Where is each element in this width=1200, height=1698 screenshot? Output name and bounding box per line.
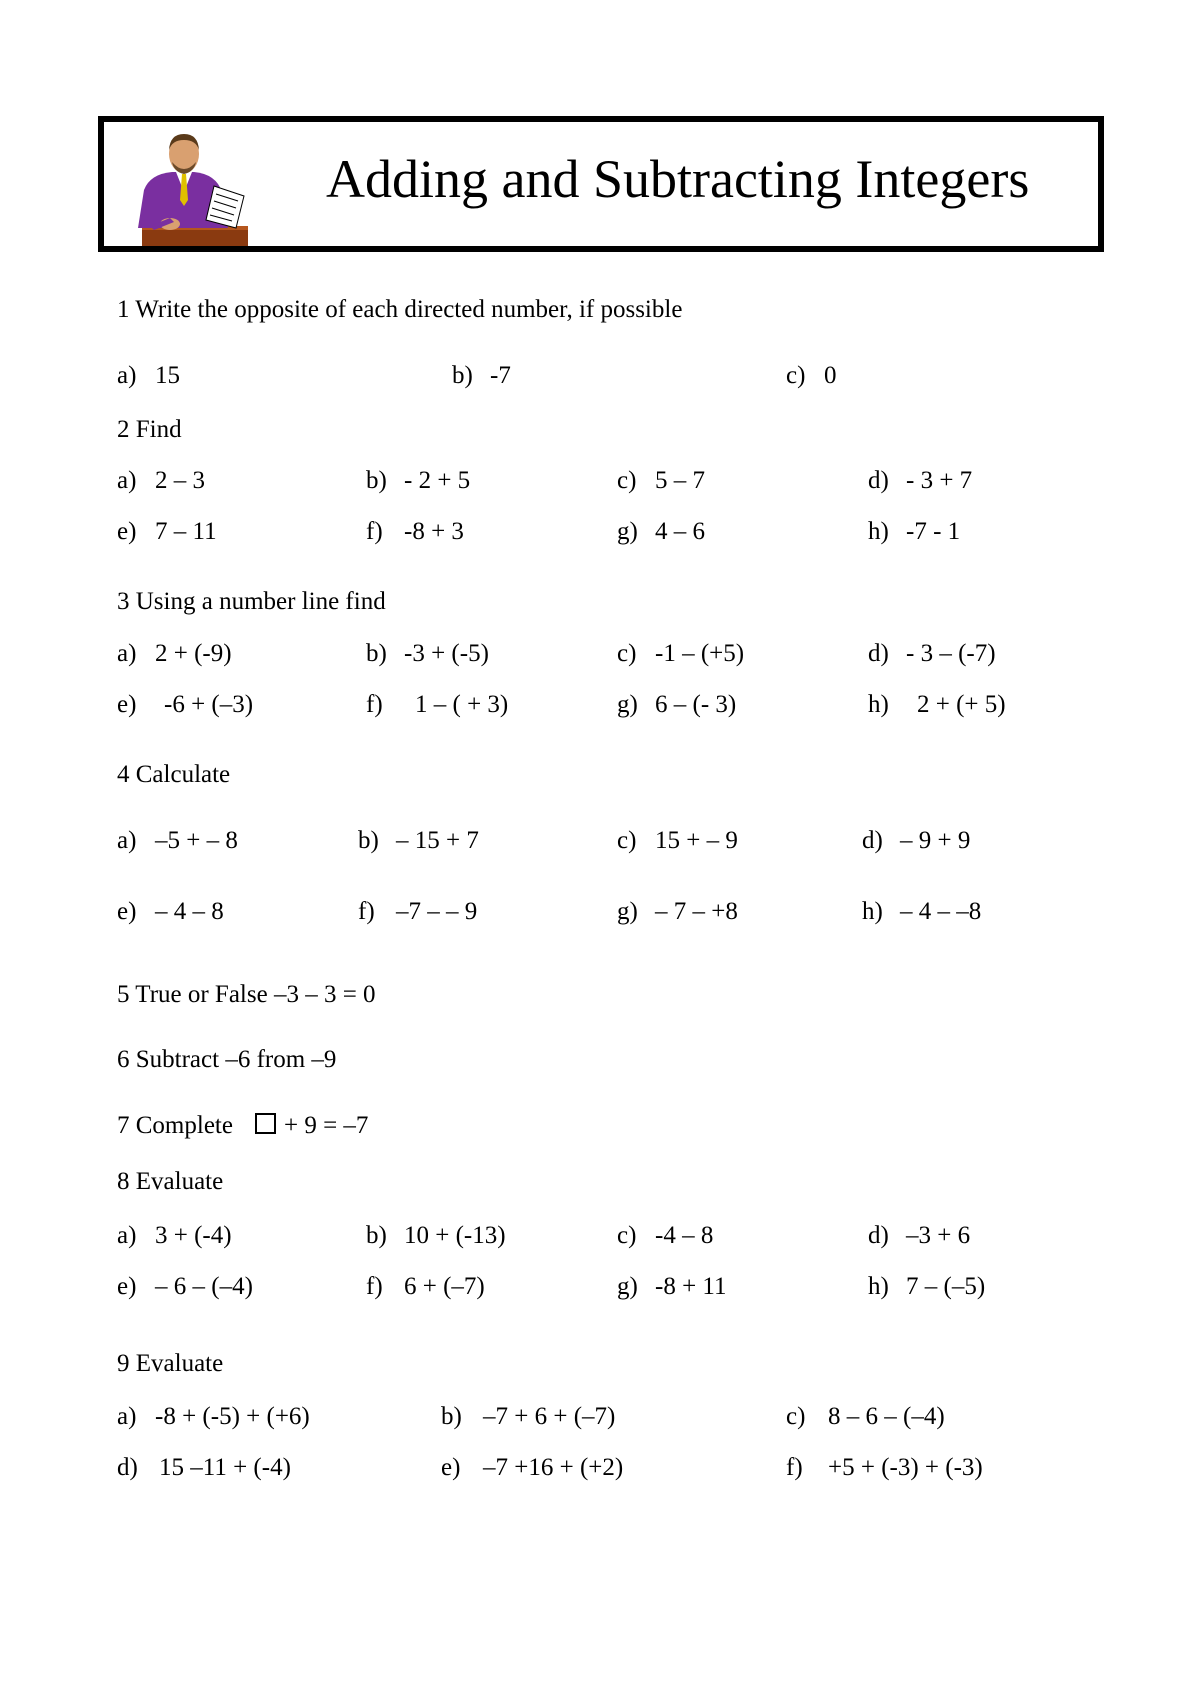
item-label: a) <box>117 1403 137 1430</box>
item-label: d) <box>868 467 889 494</box>
q8-item-e <box>117 1273 253 1301</box>
q2-item-c <box>617 467 705 495</box>
q2-item-g <box>617 518 705 546</box>
item-label: b) <box>441 1403 462 1430</box>
item-expression: 7 – (–5) <box>906 1273 986 1300</box>
q2-item-f <box>366 518 464 546</box>
q4-item-e <box>117 898 224 926</box>
item-label: d) <box>862 827 883 854</box>
item-expression: 6 – (- 3) <box>655 691 737 718</box>
item-label: a) <box>117 467 137 494</box>
q3-heading: 3 Using a number line find <box>117 588 386 615</box>
item-expression: 2 + (+ 5) <box>917 691 1006 718</box>
item-expression: –5 + – 8 <box>155 827 238 854</box>
item-expression: 2 – 3 <box>155 467 205 494</box>
q4-item-h <box>862 898 981 926</box>
q8-item-b <box>366 1222 506 1250</box>
item-expression: –7 +16 + (+2) <box>483 1454 624 1481</box>
item-label: h) <box>862 898 883 925</box>
item-expression: -8 + (-5) + (+6) <box>155 1403 310 1430</box>
q3-item-e <box>117 691 253 719</box>
item-label: d) <box>868 640 889 667</box>
q2-item-d <box>868 467 972 495</box>
q9-item-d <box>117 1454 291 1482</box>
q8-item-g <box>617 1273 727 1301</box>
q7-statement <box>117 1112 368 1140</box>
item-expression: 10 + (-13) <box>404 1222 506 1249</box>
q3-item-b <box>366 640 489 668</box>
q2-heading: 2 Find <box>117 416 182 443</box>
item-expression: – 4 – –8 <box>900 898 982 925</box>
item-expression: +5 + (-3) + (-3) <box>828 1454 983 1481</box>
item-label: b) <box>366 1222 387 1249</box>
q1-heading: 1 Write the opposite of each directed number, if possible <box>117 296 683 323</box>
q1-item-a <box>117 362 180 390</box>
q1-item-b <box>452 362 511 390</box>
item-label: b) <box>452 362 473 389</box>
q9-item-c <box>786 1403 945 1431</box>
item-expression: -4 – 8 <box>655 1222 714 1249</box>
item-label: a) <box>117 640 137 667</box>
item-label: c) <box>617 467 637 494</box>
q2-item-b <box>366 467 470 495</box>
q8-item-a <box>117 1222 232 1250</box>
item-label: e) <box>117 518 137 545</box>
item-expression: –7 + 6 + (–7) <box>483 1403 616 1430</box>
item-expression: 15 –11 + (-4) <box>159 1454 291 1481</box>
q9-item-e <box>441 1454 623 1482</box>
item-label: b) <box>366 467 387 494</box>
item-label: f) <box>786 1454 803 1481</box>
item-expression: –7 – – 9 <box>396 898 478 925</box>
item-label: c) <box>617 1222 637 1249</box>
item-expression: 7 – 11 <box>155 518 217 545</box>
item-expression: – 9 + 9 <box>900 827 971 854</box>
q7-suffix: + 9 = –7 <box>283 1112 369 1139</box>
item-label: h) <box>868 1273 889 1300</box>
item-label: e) <box>117 691 137 718</box>
q8-item-d <box>868 1222 970 1250</box>
q5-statement: 5 True or False –3 – 3 = 0 <box>117 981 376 1008</box>
q2-item-h <box>868 518 960 546</box>
item-expression: -8 + 3 <box>404 518 464 545</box>
item-label: e) <box>117 898 137 925</box>
q3-item-g <box>617 691 736 719</box>
item-label: f) <box>366 691 383 718</box>
item-expression: – 7 – +8 <box>655 898 738 925</box>
item-label: c) <box>617 827 637 854</box>
item-label: a) <box>117 827 137 854</box>
item-label: d) <box>117 1454 138 1481</box>
answer-box-icon <box>255 1113 276 1134</box>
item-expression: – 6 – (–4) <box>155 1273 253 1300</box>
item-expression: 0 <box>824 362 837 389</box>
item-label: a) <box>117 362 137 389</box>
item-expression: 15 + – 9 <box>655 827 738 854</box>
item-label: c) <box>786 362 806 389</box>
q8-item-c <box>617 1222 713 1250</box>
item-expression: -8 + 11 <box>655 1273 727 1300</box>
item-expression: 3 + (-4) <box>155 1222 232 1249</box>
item-expression: -1 – (+5) <box>655 640 745 667</box>
q8-item-h <box>868 1273 985 1301</box>
item-expression: 4 – 6 <box>655 518 705 545</box>
item-expression: 15 <box>155 362 180 389</box>
item-expression: -6 + (–3) <box>164 691 254 718</box>
q8-item-f <box>366 1273 485 1301</box>
item-expression: - 3 – (-7) <box>906 640 996 667</box>
q4-item-c <box>617 827 738 855</box>
item-expression: 5 – 7 <box>655 467 705 494</box>
item-label: g) <box>617 518 638 545</box>
q9-item-f <box>786 1454 983 1482</box>
q2-item-e <box>117 518 217 546</box>
q7-prefix: 7 Complete <box>117 1112 233 1139</box>
item-label: e) <box>441 1454 461 1481</box>
item-label: c) <box>617 640 637 667</box>
q8-heading: 8 Evaluate <box>117 1168 224 1195</box>
item-label: h) <box>868 691 889 718</box>
q4-heading: 4 Calculate <box>117 761 231 788</box>
item-expression: - 2 + 5 <box>404 467 471 494</box>
item-label: b) <box>366 640 387 667</box>
item-label: f) <box>358 898 375 925</box>
q4-item-b <box>358 827 479 855</box>
item-expression: 8 – 6 – (–4) <box>828 1403 945 1430</box>
q9-heading: 9 Evaluate <box>117 1350 224 1377</box>
q4-item-d <box>862 827 970 855</box>
q4-item-g <box>617 898 738 926</box>
q4-item-a <box>117 827 238 855</box>
item-expression: -7 <box>490 362 511 389</box>
item-expression: –3 + 6 <box>906 1222 971 1249</box>
q3-item-f <box>366 691 508 719</box>
title-banner <box>98 116 1104 252</box>
item-label: f) <box>366 1273 383 1300</box>
q9-item-a <box>117 1403 310 1431</box>
item-expression: – 15 + 7 <box>396 827 479 854</box>
q2-item-a <box>117 467 205 495</box>
item-label: g) <box>617 691 638 718</box>
item-label: e) <box>117 1273 137 1300</box>
teacher-illustration <box>130 130 248 246</box>
item-expression: 6 + (–7) <box>404 1273 485 1300</box>
item-expression: 2 + (-9) <box>155 640 232 667</box>
q6-statement: 6 Subtract –6 from –9 <box>117 1046 337 1073</box>
item-expression: -3 + (-5) <box>404 640 489 667</box>
worksheet-title: Adding and Subtracting Integers <box>326 149 1030 209</box>
item-label: c) <box>786 1403 806 1430</box>
q4-item-f <box>358 898 477 926</box>
q3-item-a <box>117 640 232 668</box>
item-label: b) <box>358 827 379 854</box>
item-expression: -7 - 1 <box>906 518 961 545</box>
q3-item-h <box>868 691 1006 719</box>
item-expression: 1 – ( + 3) <box>415 691 509 718</box>
item-expression: - 3 + 7 <box>906 467 973 494</box>
item-label: d) <box>868 1222 889 1249</box>
item-label: h) <box>868 518 889 545</box>
q1-item-c <box>786 362 837 390</box>
q3-item-d <box>868 640 996 668</box>
item-label: a) <box>117 1222 137 1249</box>
item-label: g) <box>617 898 638 925</box>
item-label: f) <box>366 518 383 545</box>
q3-item-c <box>617 640 744 668</box>
q9-item-b <box>441 1403 615 1431</box>
item-expression: – 4 – 8 <box>155 898 224 925</box>
item-label: g) <box>617 1273 638 1300</box>
